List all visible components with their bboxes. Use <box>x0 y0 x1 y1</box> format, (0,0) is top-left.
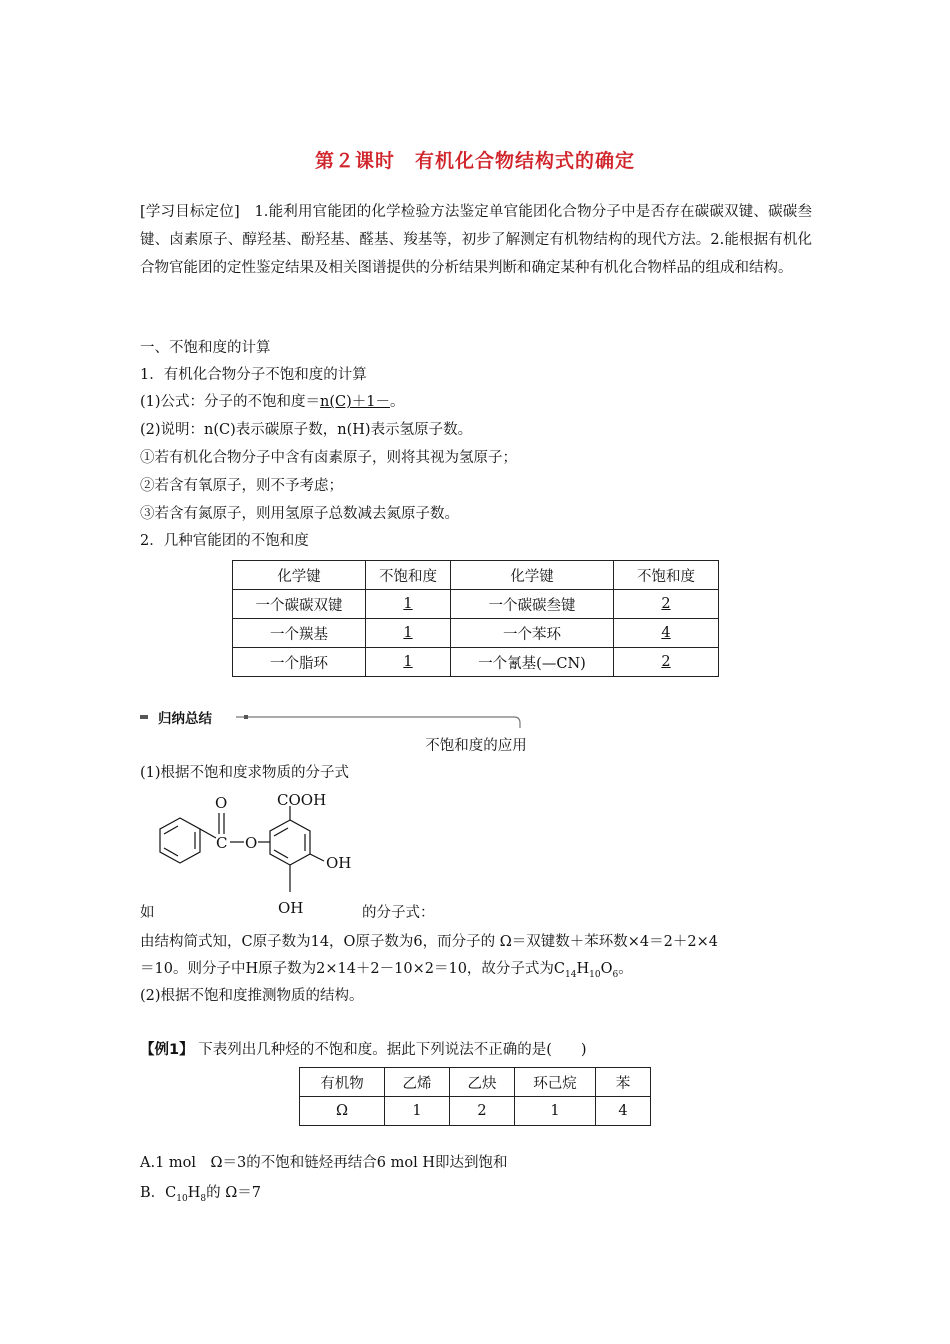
table-header: 有机物 <box>300 1068 385 1097</box>
example-line <box>140 1040 587 1060</box>
unsaturation-table <box>232 560 719 677</box>
table-cell: 一个苯环 <box>451 619 614 648</box>
chemical-structure <box>150 790 390 918</box>
struct-oh-right: OH <box>326 854 352 872</box>
formula-prefix: (1)公式：分子的不饱和度＝ <box>140 394 321 410</box>
formula-blank: n(C)＋1－ <box>320 394 391 410</box>
table-cell: 1 <box>366 619 451 648</box>
page-title: 第２课时 有机化合物结构式的确定 <box>314 150 635 172</box>
table-cell: 2 <box>614 590 719 619</box>
subsection-1: 1．有机化合物分子不饱和度的计算 <box>140 367 367 383</box>
table-cell: 1 <box>515 1097 596 1126</box>
learning-objectives: [学习目标定位] 1.能利用官能团的化学检验方法鉴定单官能团化合物分子中是否存在碳碳双键、碳碳叁键、卤素原子、醇羟基、酚羟基、醛基、羧基等，初步了解测定有机物结构的现代方法。2.能根据有机化合物官能团的定性鉴定结果及相关图谱提供的分析结果判断和确定某种有机化合物样品的组成和结构。 <box>140 204 812 276</box>
table-header: 化学键 <box>451 561 614 590</box>
formula-of-text: 的分子式： <box>362 905 435 921</box>
table-cell: 一个碳碳双键 <box>233 590 366 619</box>
note-3: ③若含有氮原子，则用氢原子总数减去氮原子数。 <box>140 506 459 522</box>
struct-oh-bottom: OH <box>278 899 304 917</box>
table-header-row <box>300 1068 651 1097</box>
table-cell: 4 <box>596 1097 651 1126</box>
option-text: B．C <box>140 1185 177 1201</box>
struct-o-ester: O <box>245 834 258 852</box>
subscript: 10 <box>589 969 601 980</box>
summary-heading: 不饱和度的应用 <box>425 738 527 754</box>
benzene-ring-right <box>270 820 310 865</box>
table-header: 环己烷 <box>515 1068 596 1097</box>
table-cell: 一个羰基 <box>233 619 366 648</box>
table-cell: 一个碳碳叁键 <box>451 590 614 619</box>
table-header: 苯 <box>596 1068 651 1097</box>
formula-suffix: 。 <box>390 394 405 410</box>
subscript: 10 <box>176 1193 188 1204</box>
table-cell: 2 <box>450 1097 515 1126</box>
table-cell: 1 <box>385 1097 450 1126</box>
struct-cooh: COOH <box>277 791 327 809</box>
calc-text: H <box>576 961 590 977</box>
table-header: 乙烯 <box>385 1068 450 1097</box>
subscript: 14 <box>565 969 577 980</box>
note-1: ①若有机化合物分子中含有卤素原子，则将其视为氢原子； <box>140 450 517 466</box>
explain-line: (2)说明：n(C)表示碳原子数，n(H)表示氢原子数。 <box>140 422 473 438</box>
summary-item-1: (1)根据不饱和度求物质的分子式 <box>140 765 350 781</box>
example-tag: 【例1】 <box>140 1042 194 1058</box>
option-b <box>140 1183 261 1209</box>
table-cell: 1 <box>366 590 451 619</box>
table-cell: 一个氰基(—CN) <box>451 648 614 677</box>
table-row <box>233 590 719 619</box>
example-question: 下表列出几种烃的不饱和度。据此下列说法不正确的是( ) <box>198 1042 587 1058</box>
table-cell: 一个脂环 <box>233 648 366 677</box>
option-text: 的 Ω＝7 <box>206 1185 261 1201</box>
ru-text: 如 <box>140 905 155 921</box>
note-2: ②若含有氧原子，则不予考虑； <box>140 478 343 494</box>
table-header-row <box>233 561 719 590</box>
table-cell: 4 <box>614 619 719 648</box>
table-row <box>233 648 719 677</box>
calc-line-2 <box>140 959 633 985</box>
subsection-2: 2．几种官能团的不饱和度 <box>140 533 309 549</box>
formula-line <box>140 392 405 412</box>
table-header: 乙炔 <box>450 1068 515 1097</box>
table-header: 化学键 <box>233 561 366 590</box>
subscript: 8 <box>200 1193 207 1204</box>
table-cell: 2 <box>614 648 719 677</box>
table-row <box>300 1097 651 1126</box>
struct-c: C <box>216 834 228 852</box>
subscript: 6 <box>612 969 619 980</box>
benzene-ring-left <box>160 818 200 863</box>
summary-banner <box>140 708 522 728</box>
table-cell: Ω <box>300 1097 385 1126</box>
option-a: A.1 mol Ω＝3的不饱和链烃再结合6 mol H即达到饱和 <box>140 1155 508 1171</box>
struct-o-top: O <box>215 794 228 812</box>
table-header: 不饱和度 <box>614 561 719 590</box>
option-text: H <box>187 1185 201 1201</box>
table-row <box>233 619 719 648</box>
table-header: 不饱和度 <box>366 561 451 590</box>
example-table <box>299 1067 651 1126</box>
table-cell: 1 <box>366 648 451 677</box>
calc-text: ＝10。则分子中H原子数为2×14＋2－10×2＝10，故分子式为C <box>140 961 566 977</box>
calc-line-1: 由结构简式知，C原子数为14，O原子数为6，而分子的 Ω＝双键数＋苯环数×4＝2＋2×4 <box>140 934 718 950</box>
summary-label: 归纳总结 <box>154 707 216 727</box>
section-heading: 一、不饱和度的计算 <box>140 340 271 356</box>
calc-text: O <box>600 961 613 977</box>
calc-text: 。 <box>618 961 633 977</box>
summary-item-2: (2)根据不饱和度推测物质的结构。 <box>140 988 364 1004</box>
